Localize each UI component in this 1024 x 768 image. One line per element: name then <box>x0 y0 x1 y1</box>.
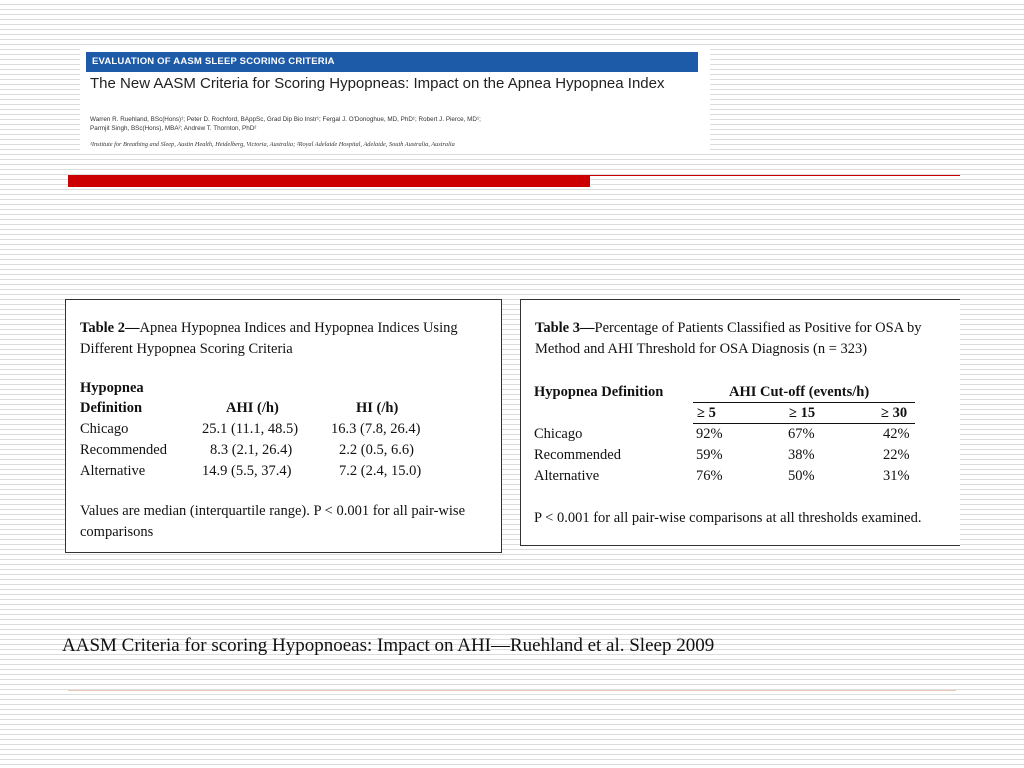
row-label: Chicago <box>80 421 129 437</box>
table-cell: 42% <box>883 426 910 442</box>
table-label: Table 2— <box>80 320 140 336</box>
row-label: Chicago <box>534 426 583 442</box>
author-line: Parmjit Singh, BSc(Hons), MBA²; Andrew T. Thornton, PhD² <box>90 125 257 132</box>
table-label: Table 3— <box>535 320 595 336</box>
table-cell: 2.2 (0.5, 6.6) <box>339 442 414 458</box>
table-cell: 22% <box>883 447 910 463</box>
footer-divider <box>68 690 956 691</box>
table-2-title <box>80 318 495 359</box>
row-label: Recommended <box>534 447 621 463</box>
row-label: Alternative <box>80 463 146 479</box>
table-cell: 8.3 (2.1, 26.4) <box>210 442 293 458</box>
column-header-ahi: AHI (/h) <box>226 400 279 416</box>
table-3-title <box>535 318 950 359</box>
row-label: Recommended <box>80 442 167 458</box>
table-footnote: Values are median (interquartile range). P < 0.001 for all pair-wise comparisons <box>80 503 466 540</box>
table-caption: Percentage of Patients Classified as Positive for OSA by Method and AHI Threshold for OSA Diagnosis (n = 323) <box>535 320 922 357</box>
section-banner: EVALUATION OF AASM SLEEP SCORING CRITERIA <box>86 52 698 72</box>
table-cell: 25.1 (11.1, 48.5) <box>202 421 299 437</box>
table-caption: Apnea Hypopnea Indices and Hypopnea Indices Using Different Hypopnea Scoring Criteria <box>80 320 458 357</box>
table-footnote: P < 0.001 for all pair-wise comparisons at all thresholds examined. <box>534 510 922 526</box>
article-title: The New AASM Criteria for Scoring Hypopneas: Impact on the Apnea Hypopnea Index <box>90 75 665 92</box>
table-cell: 76% <box>696 468 723 484</box>
column-header-hi: HI (/h) <box>356 400 399 416</box>
table-cell: 50% <box>788 468 815 484</box>
column-header-definition: Hypopnea Definition <box>534 384 664 400</box>
table-cell: 14.9 (5.5, 37.4) <box>202 463 292 479</box>
table-cell: 92% <box>696 426 723 442</box>
slide-caption: AASM Criteria for scoring Hypopnoeas: Impact on AHI—Ruehland et al. Sleep 2009 <box>62 635 715 656</box>
divider-line <box>590 175 960 176</box>
affiliations: ¹Institute for Breathing and Sleep, Austin Health, Heidelberg, Victoria, Australia; ²Royal Adelaide Hospital, Adelaide, South Australia, Australia <box>90 141 455 148</box>
column-group-header: AHI Cut-off (events/h) <box>729 384 870 400</box>
column-header-threshold: ≥ 5 <box>697 405 716 421</box>
table-cell: 7.2 (2.4, 15.0) <box>339 463 422 479</box>
table-cell: 38% <box>788 447 815 463</box>
column-header-threshold: ≥ 15 <box>789 405 816 421</box>
author-line: Warren R. Ruehland, BSc(Hons)¹; Peter D. Rochford, BAppSc, Grad Dip Bio Instr¹; Fergal J. O'Donoghue, MD, PhD¹; Robert J. Pierce, MD¹; <box>90 116 481 123</box>
column-header-definition: Definition <box>80 400 143 416</box>
column-header-definition: Hypopnea <box>80 380 144 396</box>
column-header-threshold: ≥ 30 <box>881 405 908 421</box>
red-accent-bar <box>68 175 590 187</box>
article-header <box>80 45 710 152</box>
table-cell: 67% <box>788 426 815 442</box>
table-2 <box>65 299 502 553</box>
table-cell: 59% <box>696 447 723 463</box>
row-label: Alternative <box>534 468 600 484</box>
table-3 <box>520 299 960 546</box>
table-cell: 16.3 (7.8, 26.4) <box>331 421 421 437</box>
author-list <box>90 115 690 133</box>
table-cell: 31% <box>883 468 910 484</box>
